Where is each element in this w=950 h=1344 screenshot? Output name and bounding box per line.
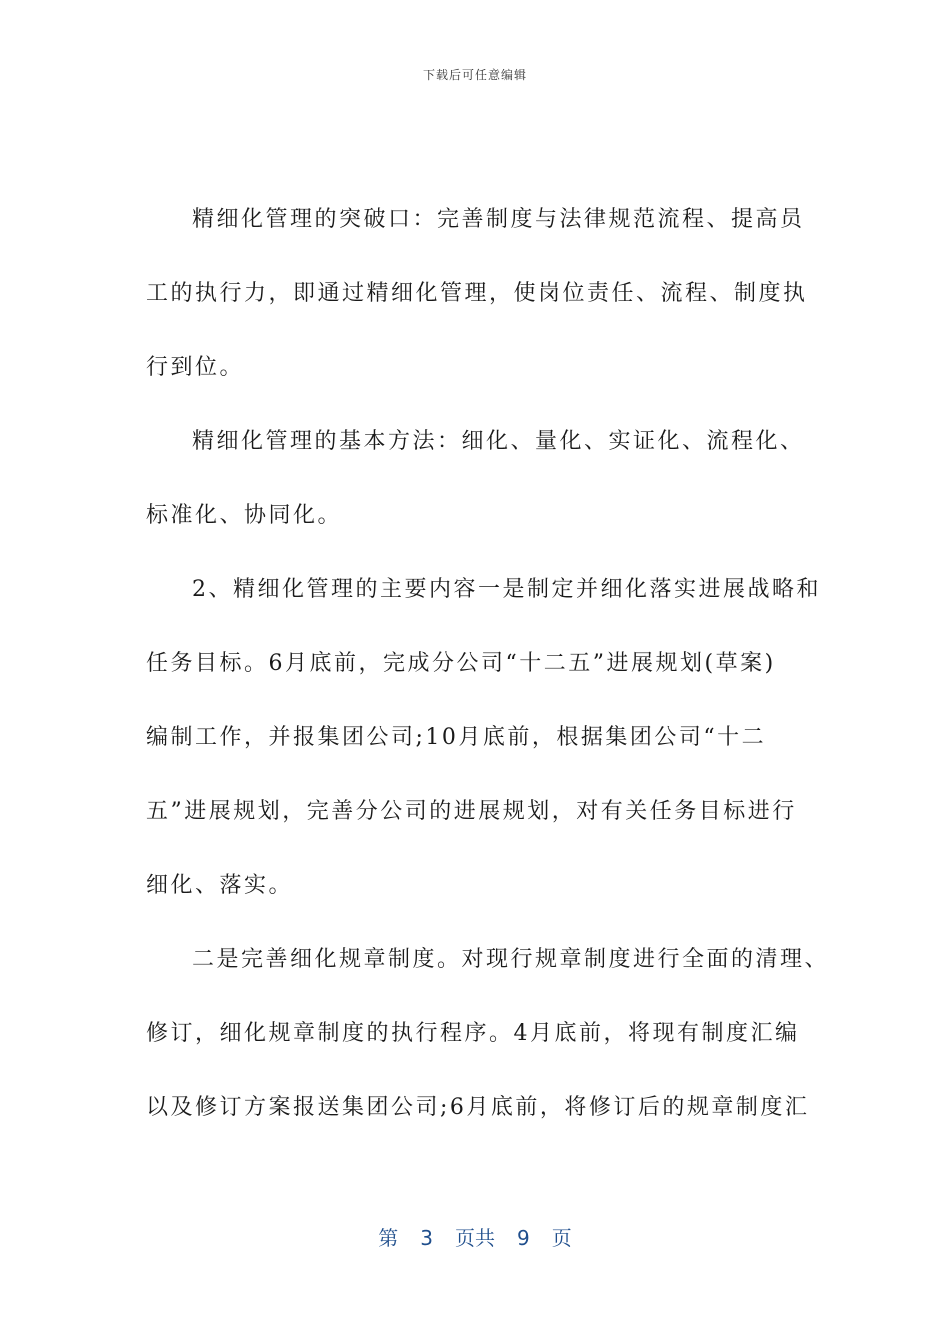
document-body <box>146 192 830 1154</box>
paragraph-line: 二是完善细化规章制度。对现行规章制度进行全面的清理、 <box>192 947 830 972</box>
paragraph-line: 五”进展规划，完善分公司的进展规划，对有关任务目标进行 <box>146 799 797 824</box>
footer-prefix: 第 <box>378 1226 399 1250</box>
paragraph-line: 精细化管理的基本方法：细化、量化、实证化、流程化、 <box>192 429 805 454</box>
paragraph-line: 2、精细化管理的主要内容一是制定并细化落实进展战略和 <box>192 577 821 602</box>
footer-total-pages: 9 <box>517 1226 530 1250</box>
footer-current-page: 3 <box>420 1226 433 1250</box>
paragraph-line: 标准化、协同化。 <box>146 503 343 528</box>
paragraph-line: 编制工作，并报集团公司;10月底前，根据集团公司“十二 <box>146 725 767 750</box>
paragraph-line: 精细化管理的突破口：完善制度与法律规范流程、提高员 <box>192 207 805 232</box>
paragraph-line: 修订，细化规章制度的执行程序。4月底前，将现有制度汇编 <box>146 1021 800 1046</box>
paragraph-line: 工的执行力，即通过精细化管理，使岗位责任、流程、制度执 <box>146 281 808 306</box>
paragraph-line: 任务目标。6月底前，完成分公司“十二五”进展规划(草案) <box>146 651 776 676</box>
footer-middle: 页共 <box>455 1226 495 1250</box>
header-text: 下载后可任意编辑 <box>422 68 527 82</box>
page-header <box>0 66 950 83</box>
paragraph-line: 以及修订方案报送集团公司;6月底前，将修订后的规章制度汇 <box>146 1095 810 1120</box>
paragraph-line: 细化、落实。 <box>146 873 294 898</box>
paragraph-line: 行到位。 <box>146 355 245 380</box>
page-footer <box>0 1222 950 1251</box>
footer-suffix: 页 <box>551 1226 572 1250</box>
